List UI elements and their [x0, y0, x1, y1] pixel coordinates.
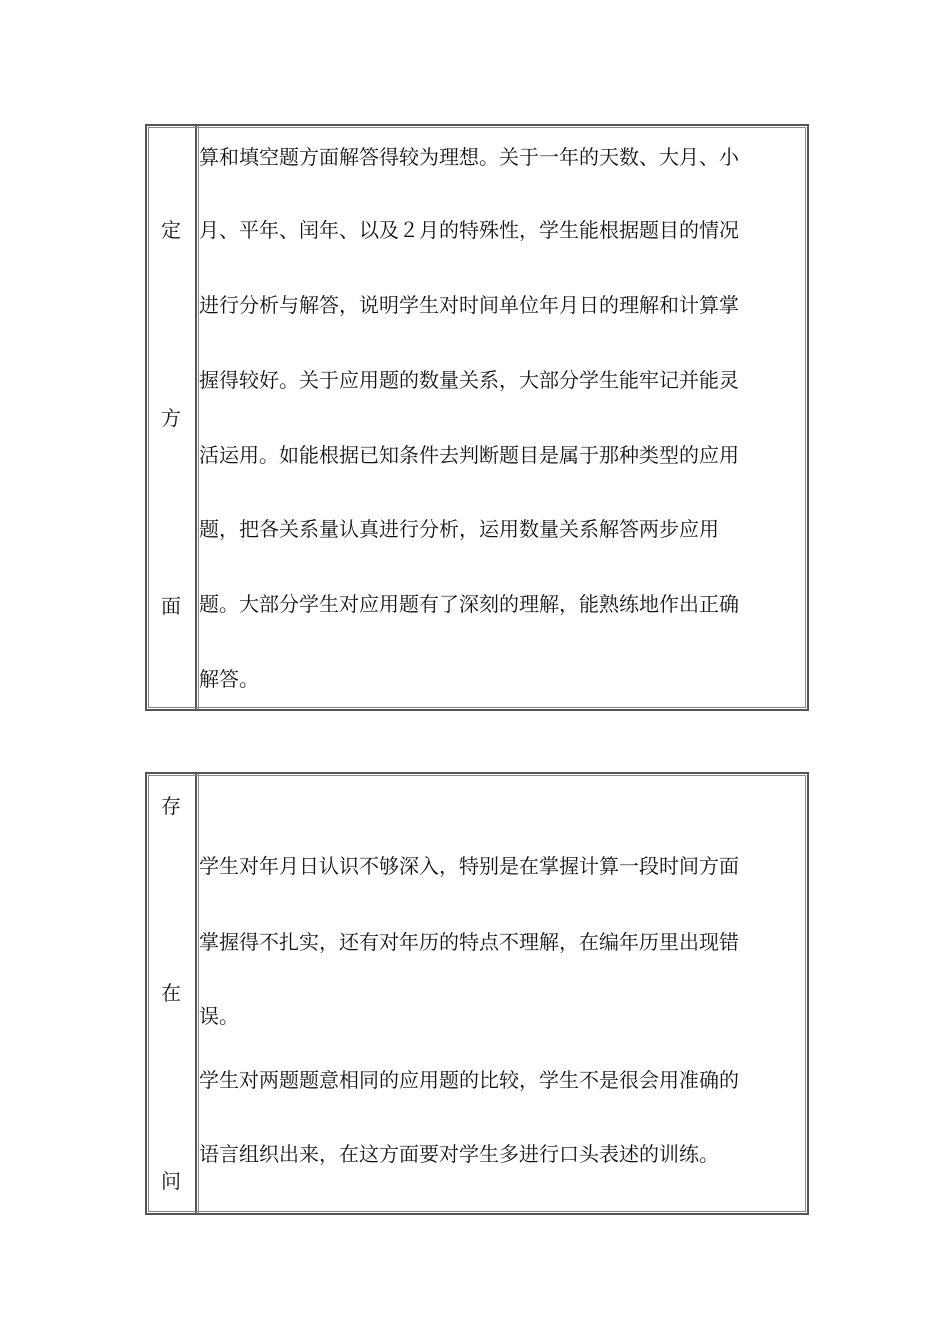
text-line: 进行分析与解答，说明学生对时间单位年月日的理解和计算掌 — [199, 293, 739, 317]
evaluation-table-problems — [145, 772, 809, 1215]
text-line: 题，把各关系量认真进行分析，运用数量关系解答两步应用 — [199, 517, 719, 541]
row-label-char: 方 — [161, 406, 181, 430]
row-label-char: 存 — [161, 794, 181, 818]
column-divider — [195, 126, 197, 709]
row-label-char: 定 — [161, 218, 181, 242]
row-label-column — [147, 774, 195, 1213]
row-label-char: 面 — [161, 594, 181, 618]
content-cell — [199, 774, 803, 1213]
text-line: 学生对两题题意相同的应用题的比较，学生不是很会用准确的 — [199, 1068, 739, 1092]
row-label-column — [147, 126, 195, 709]
text-line: 算和填空题方面解答得较为理想。关于一年的天数、大月、小 — [199, 145, 739, 169]
text-line: 掌握得不扎实，还有对年历的特点不理解，在编年历里出现错 — [199, 930, 739, 954]
text-line: 握得较好。关于应用题的数量关系，大部分学生能牢记并能灵 — [199, 368, 739, 392]
text-line: 解答。 — [199, 667, 259, 691]
text-line: 月、平年、闰年、以及２月的特殊性，学生能根据题目的情况 — [199, 218, 739, 242]
row-label-char: 问 — [161, 1169, 181, 1193]
text-line: 活运用。如能根据已知条件去判断题目是属于那种类型的应用 — [199, 443, 739, 467]
text-line: 题。大部分学生对应用题有了深刻的理解，能熟练地作出正确 — [199, 592, 739, 616]
text-line: 语言组织出来，在这方面要对学生多进行口头表述的训练。 — [199, 1142, 719, 1166]
row-label-char: 在 — [161, 981, 181, 1005]
evaluation-table-strengths — [145, 124, 809, 711]
column-divider — [195, 774, 197, 1213]
content-cell — [199, 126, 803, 709]
text-line: 学生对年月日认识不够深入，特别是在掌握计算一段时间方面 — [199, 854, 739, 878]
text-line: 误。 — [199, 1004, 239, 1028]
